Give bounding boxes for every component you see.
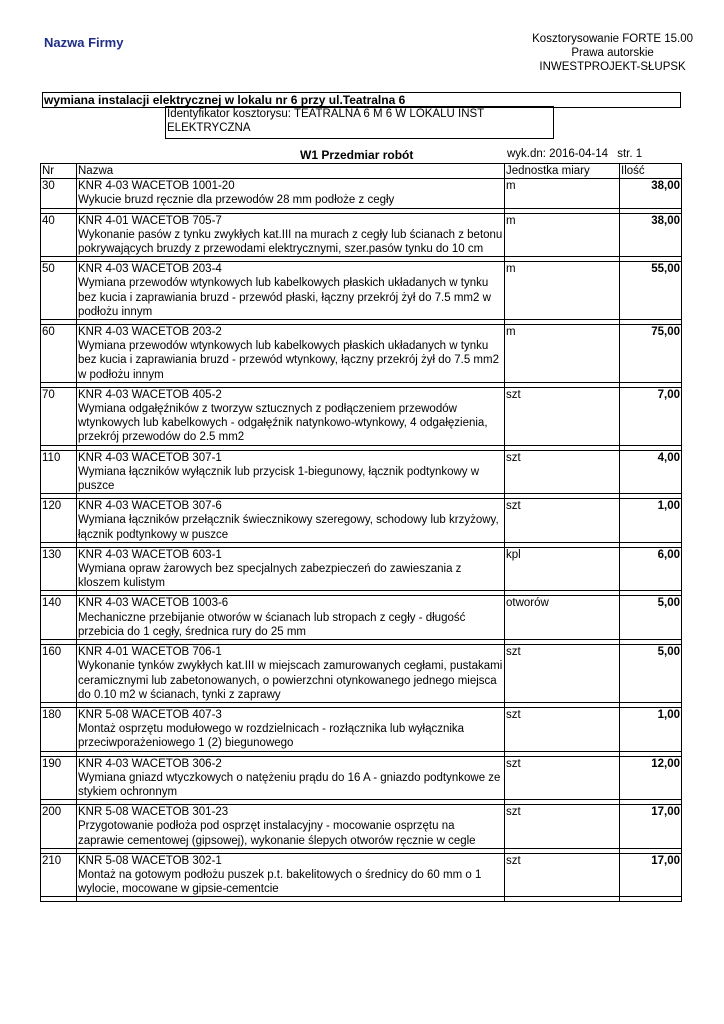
execution-date: wyk.dn: 2016-04-14 — [507, 148, 609, 160]
table-row — [41, 387, 682, 445]
item-description: Wymiana opraw żarowych bez specjalnych zabezpieczeń do zawieszania z kloszem kulistym — [78, 563, 462, 590]
item-unit: szt — [505, 387, 620, 445]
item-description: Wymiana przewodów wtynkowych lub kabelkowych płaskich układanych w tynku bez kucia i zaprawiania bruzd - przewód wtynkowy, łączny przekrój żył do 7.5 mm2 w podłożu innym — [78, 340, 499, 381]
separator-cell — [41, 897, 77, 902]
item-description: Mechaniczne przebijanie otworów w ścianach lub stropach z cegły - długość przebicia do 1 cegły, średnica rury do 25 mm — [78, 611, 466, 638]
item-unit: szt — [505, 853, 620, 897]
software-name: Kosztorysowanie FORTE 15.00 — [532, 33, 693, 45]
item-code: KNR 5-08 WACETOB 301-23 — [78, 806, 229, 819]
item-description: Wymiana łączników przełącznik świecznikowy szeregowy, schodowy lub krzyżowy, łącznik podtynkowy w puszce — [78, 514, 499, 541]
item-code: KNR 4-03 WACETOB 1003-6 — [78, 597, 229, 610]
item-unit: szt — [505, 805, 620, 849]
item-quantity: 7,00 — [620, 387, 682, 445]
table-row — [41, 325, 682, 383]
item-description-cell — [77, 213, 505, 257]
item-number: 180 — [41, 707, 77, 751]
software-info — [532, 32, 693, 74]
item-number: 40 — [41, 213, 77, 257]
header-unit: Jednostka miary — [505, 164, 620, 179]
item-unit: m — [505, 262, 620, 320]
item-number: 140 — [41, 596, 77, 640]
item-quantity: 4,00 — [620, 450, 682, 494]
table-row — [41, 596, 682, 640]
separator-cell — [77, 897, 505, 902]
table-row — [41, 756, 682, 800]
separator-cell — [620, 897, 682, 902]
item-code: KNR 5-08 WACETOB 407-3 — [78, 708, 222, 721]
separator-cell — [505, 897, 620, 902]
table-row — [41, 499, 682, 543]
item-unit: szt — [505, 499, 620, 543]
header-name: Nazwa — [77, 164, 505, 179]
item-number: 190 — [41, 756, 77, 800]
company-name: Nazwa Firmy — [44, 35, 124, 50]
table-row — [41, 805, 682, 849]
item-description: Wymiana odgałęźników z tworzyw sztucznych z podłączeniem przewodów wtynkowych lub kabelkowych - odgałęźnik natynkowo-wtynkowy, 4 odgałęzienia, przekrój przewodów do 2.5 mm2 — [78, 403, 488, 444]
item-unit: szt — [505, 707, 620, 751]
item-description-cell — [77, 325, 505, 383]
item-code: KNR 4-01 WACETOB 706-1 — [78, 646, 222, 659]
table-row — [41, 645, 682, 703]
section-title: W1 Przedmiar robót — [300, 148, 414, 162]
item-quantity: 55,00 — [620, 262, 682, 320]
item-unit: m — [505, 213, 620, 257]
item-code: KNR 4-03 WACETOB 203-4 — [78, 263, 222, 276]
bill-of-quantities-table — [40, 163, 682, 902]
table-row — [41, 450, 682, 494]
item-code: KNR 4-03 WACETOB 203-2 — [78, 326, 222, 339]
item-description: Wymiana przewodów wtynkowych lub kabelkowych płaskich układanych w tynku bez kucia i zaprawiania bruzd - przewód płaski, łączny przekrój żył do 7.5 mm2 w podłożu innym — [78, 277, 491, 318]
item-quantity: 17,00 — [620, 805, 682, 849]
copyright-label: Prawa autorskie — [571, 47, 654, 59]
item-description-cell — [77, 262, 505, 320]
software-vendor: INWESTPROJEKT-SŁUPSK — [539, 61, 686, 73]
item-number: 210 — [41, 853, 77, 897]
item-description-cell — [77, 645, 505, 703]
item-number: 60 — [41, 325, 77, 383]
item-number: 30 — [41, 179, 77, 208]
estimate-identifier: Identyfikator kosztorysu: TEATRALNA 6 M 6 W LOKALU INST ELEKTRYCZNA — [165, 106, 554, 139]
item-description: Przygotowanie podłoża pod osprzęt instalacyjny - mocowanie osprzętu na zaprawie cementowej (gipsowej), wykonanie ślepych otworów ręcznie w cegle — [78, 820, 476, 847]
item-description-cell — [77, 853, 505, 897]
item-quantity: 1,00 — [620, 707, 682, 751]
item-quantity: 38,00 — [620, 213, 682, 257]
item-description-cell — [77, 179, 505, 208]
table-row — [41, 707, 682, 751]
item-unit: szt — [505, 645, 620, 703]
item-code: KNR 4-03 WACETOB 307-6 — [78, 500, 222, 513]
header-quantity: Ilość — [620, 164, 682, 179]
item-code: KNR 4-03 WACETOB 405-2 — [78, 388, 222, 401]
table-body — [41, 179, 682, 902]
item-unit: m — [505, 179, 620, 208]
document-meta — [507, 148, 648, 160]
item-description-cell — [77, 596, 505, 640]
item-number: 130 — [41, 547, 77, 591]
item-quantity: 17,00 — [620, 853, 682, 897]
item-description: Wykucie bruzd ręcznie dla przewodów 28 mm podłoże z cegły — [78, 194, 395, 207]
header-nr: Nr — [41, 164, 77, 179]
table-header-row — [41, 164, 682, 179]
table-row — [41, 179, 682, 208]
item-quantity: 1,00 — [620, 499, 682, 543]
item-quantity: 12,00 — [620, 756, 682, 800]
item-code: KNR 5-08 WACETOB 302-1 — [78, 854, 222, 867]
item-description-cell — [77, 387, 505, 445]
item-description-cell — [77, 756, 505, 800]
item-number: 70 — [41, 387, 77, 445]
item-number: 50 — [41, 262, 77, 320]
item-quantity: 5,00 — [620, 596, 682, 640]
item-quantity: 6,00 — [620, 547, 682, 591]
item-code: KNR 4-01 WACETOB 705-7 — [78, 214, 222, 227]
row-separator — [41, 897, 682, 902]
item-unit: szt — [505, 756, 620, 800]
project-title: wymiana instalacji elektrycznej w lokalu nr 6 przy ul.Teatralna 6 — [42, 92, 681, 108]
item-description: Wymiana łączników wyłącznik lub przycisk 1-biegunowy, łącznik podtynkowy w puszce — [78, 465, 480, 493]
item-number: 160 — [41, 645, 77, 703]
table-row — [41, 547, 682, 591]
item-description-cell — [77, 547, 505, 591]
item-description: Montaż osprzętu modułowego w rozdzielnicach - rozłącznika lub wyłącznika przeciwporażeniowego 1 (2) biegunowego — [78, 723, 465, 750]
item-code: KNR 4-03 WACETOB 1001-20 — [78, 180, 235, 193]
item-unit: szt — [505, 450, 620, 494]
item-unit: kpl — [505, 547, 620, 591]
item-code: KNR 4-03 WACETOB 307-1 — [78, 451, 222, 464]
item-unit: m — [505, 325, 620, 383]
item-description: Wykonanie tynków zwykłych kat.III w miejscach zamurowanych cegłami, pustakami ceramicznymi lub zabetonowanych, o powierzchni otynkowanego jednego miejsca do 0.10 m2 w ścianach, tynki z zaprawy — [78, 660, 503, 701]
item-number: 120 — [41, 499, 77, 543]
item-description-cell — [77, 450, 505, 494]
table-row — [41, 213, 682, 257]
item-quantity: 75,00 — [620, 325, 682, 383]
item-number: 200 — [41, 805, 77, 849]
item-description-cell — [77, 499, 505, 543]
page-number: str. 1 — [617, 148, 643, 160]
item-code: KNR 4-03 WACETOB 603-1 — [78, 548, 222, 561]
item-code: KNR 4-03 WACETOB 306-2 — [78, 757, 222, 770]
table-row — [41, 853, 682, 897]
item-quantity: 38,00 — [620, 179, 682, 208]
item-unit: otworów — [505, 596, 620, 640]
item-description: Wykonanie pasów z tynku zwykłych kat.III na murach z cegły lub ścianach z betonu pokrywających bruzdy z przewodami elektrycznymi, szer.pasów tynku do 10 cm — [78, 228, 503, 256]
table-row — [41, 262, 682, 320]
item-description-cell — [77, 805, 505, 849]
item-description: Montaż na gotowym podłożu puszek p.t. bakelitowych o średnicy do 60 mm o 1 wylocie, mocowane w gipsie-cementcie — [78, 868, 482, 896]
item-number: 110 — [41, 450, 77, 494]
item-description-cell — [77, 707, 505, 751]
item-quantity: 5,00 — [620, 645, 682, 703]
item-description: Wymiana gniazd wtyczkowych o natężeniu prądu do 16 A - gniazdo podtynkowe ze stykiem ochronnym — [78, 771, 501, 798]
